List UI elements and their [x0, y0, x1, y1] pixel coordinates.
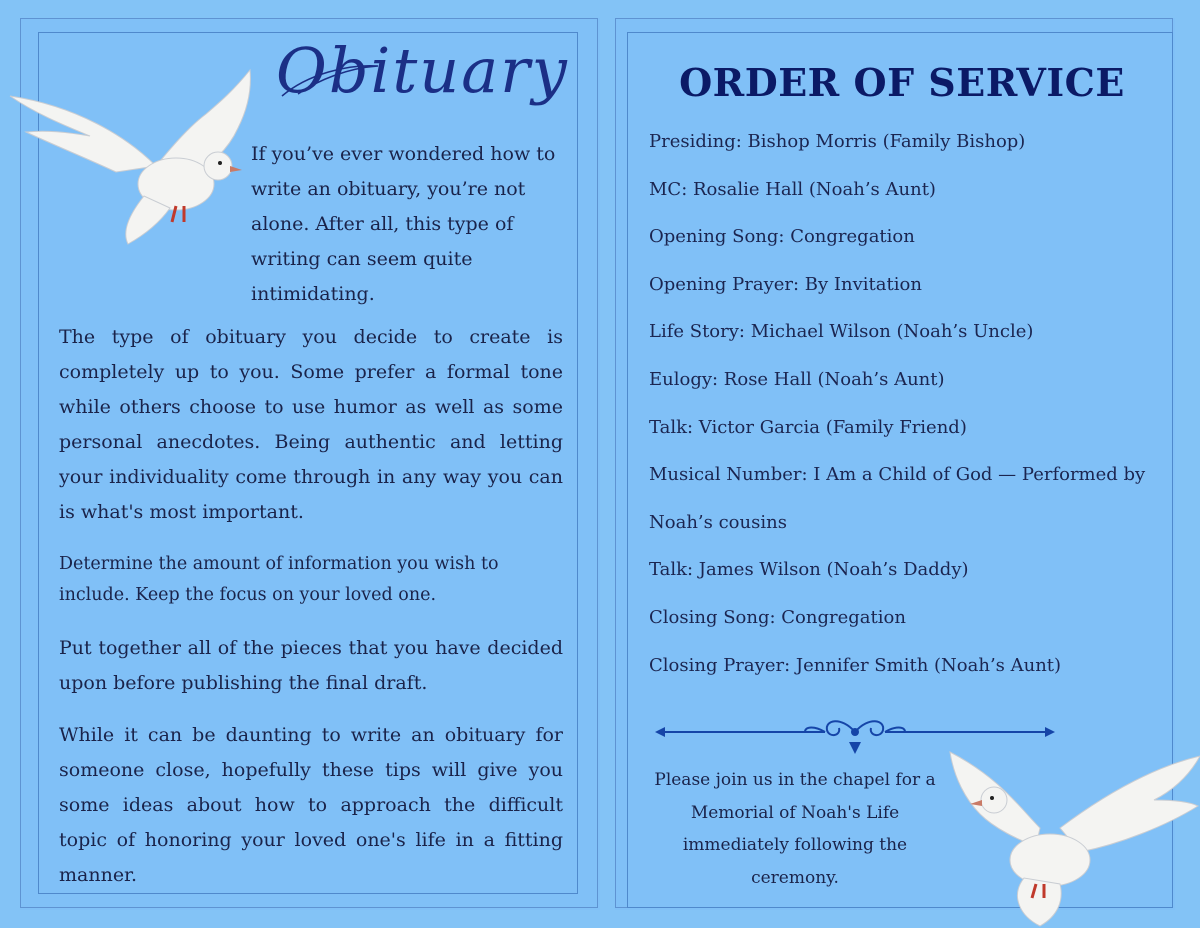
- service-item: Closing Prayer: Jennifer Smith (Noah’s Aunt): [649, 654, 1062, 676]
- dove-icon: [6, 66, 268, 246]
- service-item: Musical Number: I Am a Child of God — Performed by: [649, 464, 1146, 486]
- obituary-paragraph: Put together all of the pieces that you have decided upon before publishing the final draft.: [59, 637, 563, 694]
- service-item: Talk: James Wilson (Noah’s Daddy): [649, 559, 969, 581]
- service-item: Closing Song: Congregation: [649, 606, 906, 628]
- service-item: Life Story: Michael Wilson (Noah’s Uncle): [649, 321, 1034, 343]
- obituary-title: Obituary: [276, 34, 569, 107]
- obituary-paragraph: The type of obituary you decide to create is completely up to you. Some prefer a formal tone while others choose to use humor as well as some personal anecdotes. Being authentic and letting your individuality come through in any way you can is what's most important.: [59, 326, 563, 523]
- dove-icon: [940, 748, 1200, 928]
- service-item: Noah’s cousins: [649, 511, 787, 533]
- service-item: MC: Rosalie Hall (Noah’s Aunt): [649, 178, 936, 200]
- obituary-paragraph: While it can be daunting to write an obituary for someone close, hopefully these tips will give you some ideas about how to approach the difficult topic of honoring your loved one's life in a fitting manner.: [59, 724, 563, 886]
- service-item: Presiding: Bishop Morris (Family Bishop): [649, 131, 1026, 152]
- service-item: Opening Song: Congregation: [649, 226, 915, 248]
- service-list: [649, 122, 1169, 693]
- service-item: Eulogy: Rose Hall (Noah’s Aunt): [649, 368, 945, 390]
- service-item: Opening Prayer: By Invitation: [649, 273, 922, 295]
- service-item: Talk: Victor Garcia (Family Friend): [649, 416, 967, 438]
- obituary-intro: If you’ve ever wondered how to write an obituary, you’re not alone. After all, this type of writing can seem quite intimidating.: [251, 143, 556, 305]
- closing-note: Please join us in the chapel for a Memorial of Noah's Life immediately following the ceremony.: [654, 770, 936, 888]
- obituary-paragraph: Determine the amount of information you wish to include. Keep the focus on your loved one.: [59, 554, 499, 605]
- order-of-service-title: ORDER OF SERVICE: [679, 60, 1125, 105]
